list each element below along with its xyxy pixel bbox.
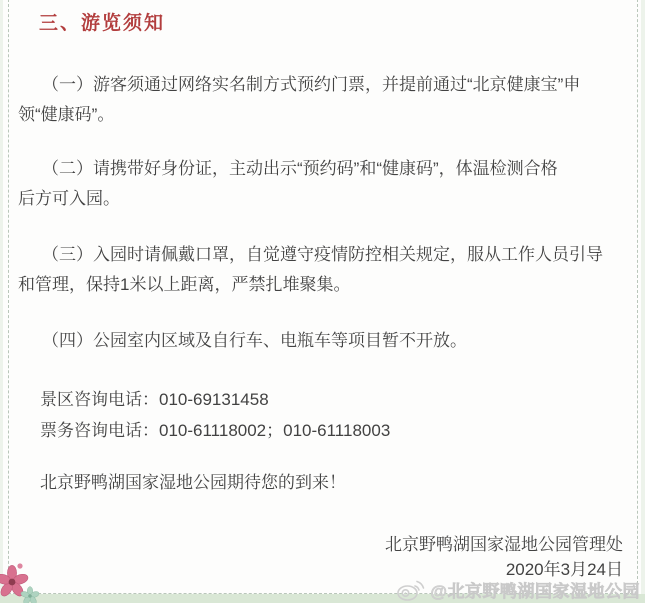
paragraph-3 [18, 240, 629, 300]
weibo-watermark [396, 577, 640, 602]
paragraph-1 [18, 70, 629, 130]
paragraph-line: 领“健康码”。 [18, 105, 115, 124]
scenic-area-phone: 景区咨询电话：010-69131458 [40, 390, 269, 409]
teal-flower-icon [20, 587, 40, 603]
contact-phones [18, 384, 629, 446]
flower-decoration [0, 556, 62, 603]
paragraph-4 [18, 326, 629, 356]
welcome-line: 北京野鸭湖国家湿地公园期待您的到来！ [40, 473, 346, 492]
section-title: 三、游览须知 [39, 13, 166, 34]
weibo-icon [396, 579, 426, 601]
signature-org: 北京野鸭湖国家湿地公园管理处 [385, 535, 623, 554]
paragraph-line: （四）公园室内区域及自行车、电瓶车等项目暂不开放。 [42, 331, 467, 350]
paragraph-2 [18, 154, 629, 214]
signature-date: 2020年3月24日 [505, 560, 623, 579]
paragraph-line: 后方可入园。 [18, 189, 120, 208]
watermark-text: @北京野鸭湖国家湿地公园 [430, 582, 640, 601]
paragraph-line: 和管理，保持1米以上距离，严禁扎堆聚集。 [18, 275, 351, 294]
ticket-office-phone: 票务咨询电话：010-61118002；010-61118003 [40, 421, 391, 440]
paragraph-line: （二）请携带好身份证，主动出示“预约码”和“健康码”，体温检测合格 [42, 159, 558, 178]
paragraph-line: （一）游客须通过网络实名制方式预约门票，并提前通过“北京健康宝”申 [42, 75, 581, 94]
paragraph-line: （三）入园时请佩戴口罩，自觉遵守疫情防控相关规定，服从工作人员引导 [42, 245, 603, 264]
